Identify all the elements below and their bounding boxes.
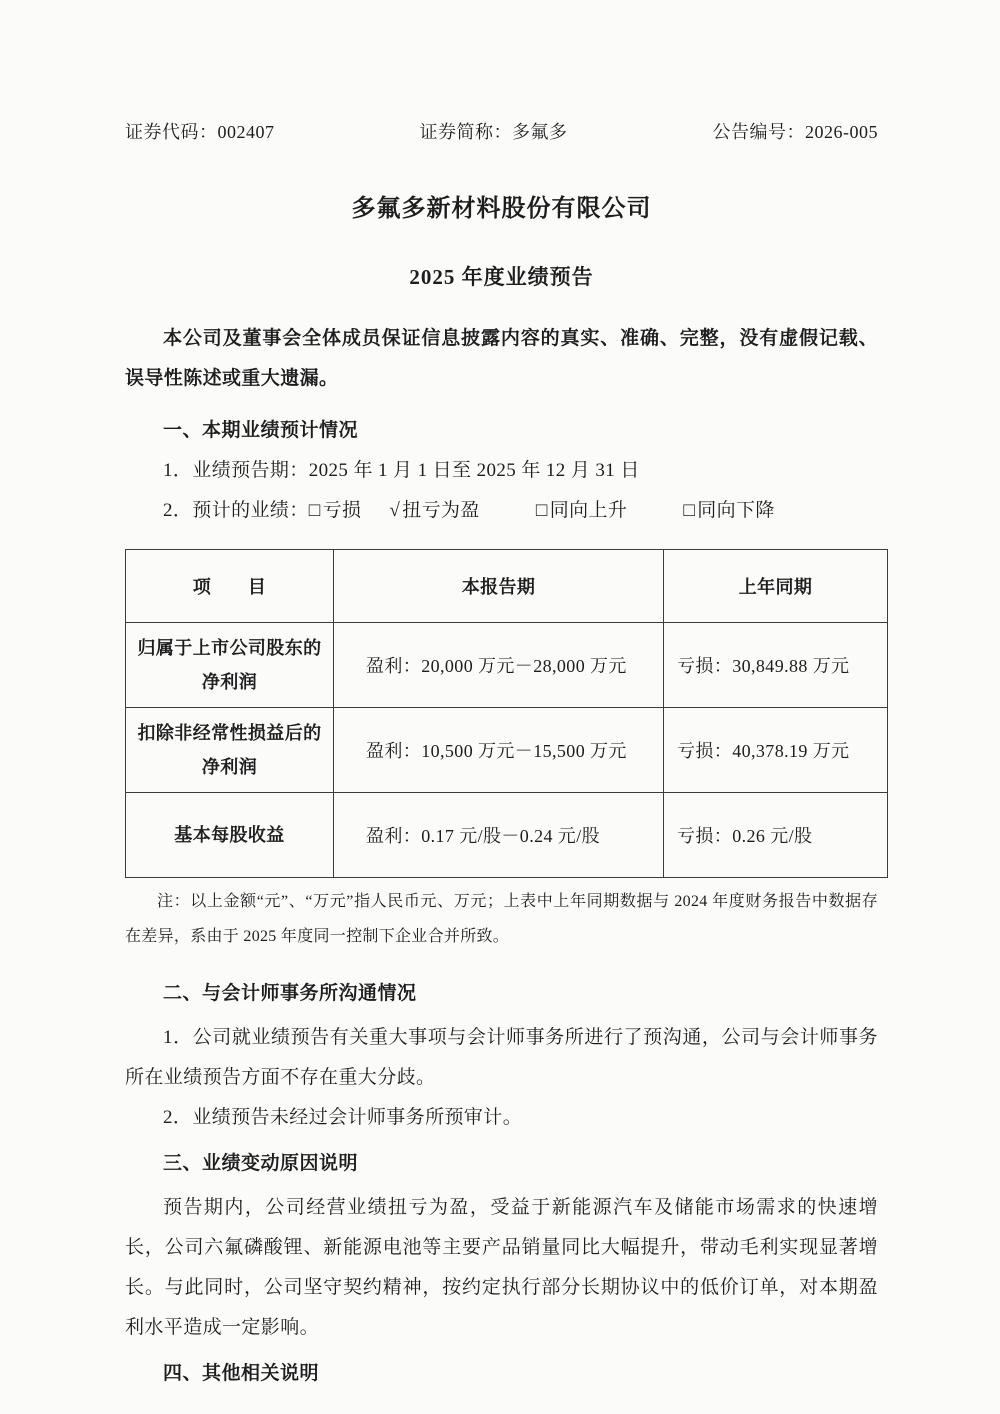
metric-name: 基本每股收益 [126,793,334,878]
page-subtitle: 2025 年度业绩预告 [409,265,594,289]
option-same-direction-up [536,491,628,531]
current-period-value: 盈利：20,000 万元－28,000 万元 [334,623,664,708]
prior-period-value: 亏损：30,849.88 万元 [664,623,888,708]
table-row [126,623,888,708]
section-3-heading: 三、业绩变动原因说明 [163,1153,359,1174]
expected-performance-line [125,491,878,531]
option-turnaround-to-profit [389,491,479,531]
announcement-no-text: 公告编号：2026-005 [712,122,878,142]
stock-code-text: 证券代码：002407 [125,122,275,142]
table-note: 注：以上金额“元”、“万元”指人民币元、万元；上表中上年同期数据与 2024 年度财务报告中数据存在差异，系由于 2025 年度同一控制下企业合并所致。 [125,893,878,945]
section-2-heading: 二、与会计师事务所沟通情况 [163,983,417,1004]
option-same-direction-down [683,491,775,531]
doc-header [125,118,878,144]
checkmark-icon: √ [389,500,401,521]
section-4-heading: 四、其他相关说明 [163,1363,320,1384]
prior-period-value: 亏损：40,378.19 万元 [664,708,888,793]
header-item: 项 目 [126,550,334,623]
disclaimer-paragraph: 本公司及董事会全体成员保证信息披露内容的真实、准确、完整，没有虚假记载、误导性陈述或重大遗漏。 [125,328,878,389]
checkbox-icon: □ [535,500,548,521]
option-loss [309,491,362,531]
metric-name: 归属于上市公司股东的净利润 [126,623,334,708]
forecast-period-text: 1．业绩预告期：2025 年 1 月 1 日至 2025 年 12 月 31 日 [163,460,640,481]
checkbox-icon: □ [683,500,696,521]
page-title: 多氟多新材料股份有限公司 [351,196,652,222]
option-label: 同向下降 [697,500,775,521]
table-row [126,793,888,878]
section-1-heading: 一、本期业绩预计情况 [163,420,359,441]
reason-paragraph: 预告期内，公司经营业绩扭亏为盈，受益于新能源汽车及储能市场需求的快速增长，公司六氟磷酸锂、新能源电池等主要产品销量同比大幅提升，带动毛利实现显著增长。与此同时，公司坚守契约精神，按约定执行部分长期协议中的低价订单，对本期盈利水平造成一定影响。 [125,1197,878,1338]
checkbox-icon: □ [308,500,321,521]
communication-item-1: 1．公司就业绩预告有关重大事项与会计师事务所进行了预沟通，公司与会计师事务所在业绩预告方面不存在重大分歧。 [125,1027,878,1088]
communication-item-2: 2．业绩预告未经过会计师事务所预审计。 [163,1107,523,1128]
header-prior-period: 上年同期 [664,550,888,623]
option-label: 扭亏为盈 [402,500,480,521]
expected-performance-label: 2．预计的业绩： [163,500,309,521]
table-row [126,708,888,793]
current-period-value: 盈利：0.17 元/股－0.24 元/股 [334,793,664,878]
prior-period-value: 亏损：0.26 元/股 [664,793,888,878]
table-header-row [126,550,888,623]
performance-forecast-table [125,549,888,878]
metric-name: 扣除非经常性损益后的净利润 [126,708,334,793]
header-current-period: 本报告期 [334,550,664,623]
stock-abbr-text: 证券简称：多氟多 [419,122,568,142]
option-label: 同向上升 [549,500,628,521]
current-period-value: 盈利：10,500 万元－15,500 万元 [334,708,664,793]
option-label: 亏损 [322,500,362,521]
